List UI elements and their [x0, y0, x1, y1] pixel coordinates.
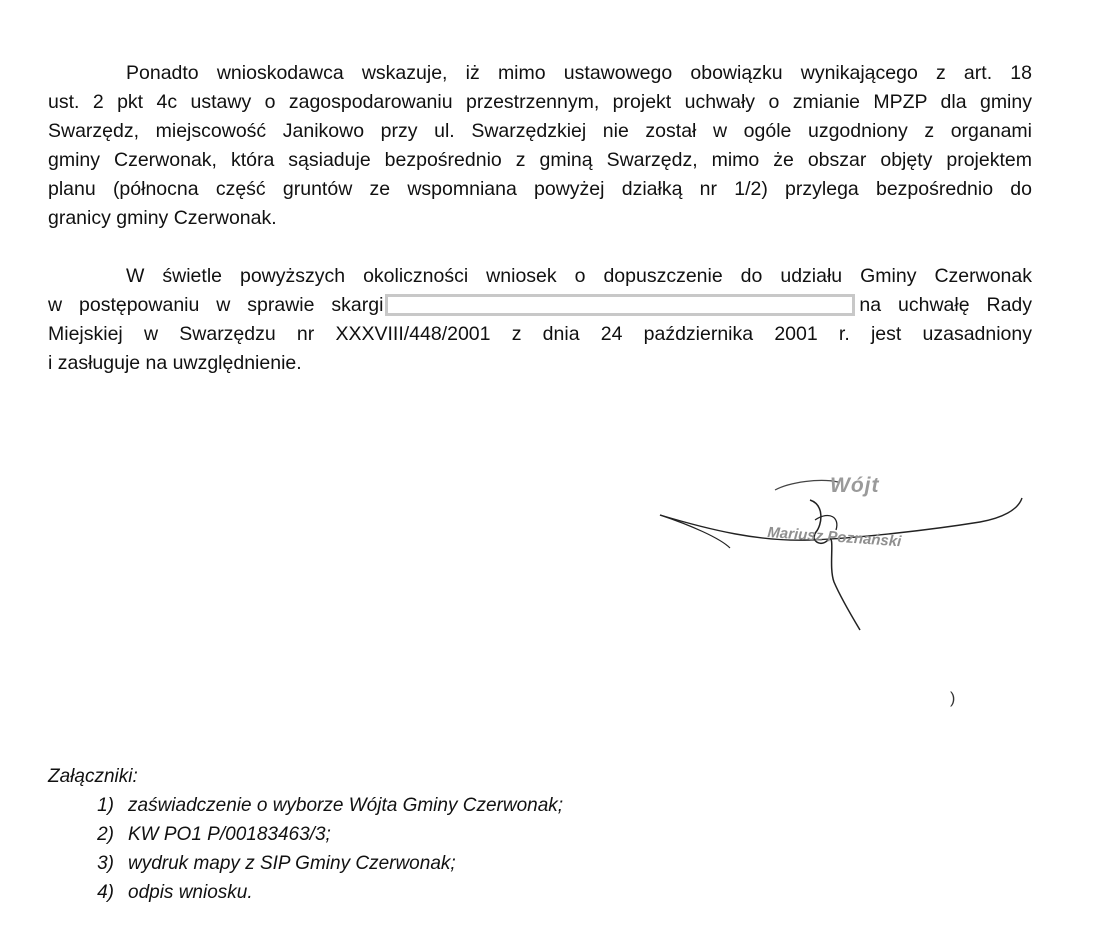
paragraph-line: i zasługuje na uwzględnienie.	[48, 352, 302, 374]
list-item	[48, 849, 563, 878]
item-text: KW PO1 P/00183463/3;	[128, 824, 331, 845]
item-number: 4)	[97, 882, 114, 903]
attachments-section	[48, 762, 563, 907]
item-number: 2)	[97, 824, 114, 845]
redaction-prefix: w postępowaniu w sprawie skargi	[48, 294, 384, 316]
paragraph-line: Miejskiej w Swarzędzu nr XXXVIII/448/2001 z dnia 24 października 2001 r. jest uzasadniony	[48, 323, 1032, 345]
redaction-suffix: na uchwałę Rady	[859, 294, 1033, 316]
item-number: 3)	[97, 853, 114, 874]
list-item	[48, 820, 563, 849]
paragraph-line: granicy gminy Czerwonak.	[48, 207, 277, 229]
list-item	[48, 878, 563, 907]
attachments-heading: Załączniki:	[48, 766, 138, 787]
attachments-list	[48, 791, 563, 907]
item-text: wydruk mapy z SIP Gminy Czerwonak;	[128, 853, 456, 874]
item-text: odpis wniosku.	[128, 882, 253, 903]
paragraph-line: Ponadto wnioskodawca wskazuje, iż mimo ustawowego obowiązku wynikającego z art. 18	[126, 62, 1032, 84]
handwritten-signature	[650, 470, 1040, 660]
paragraph-line-with-redaction	[48, 291, 1032, 320]
paragraph-line: planu (północna część gruntów ze wspomniana powyżej działką nr 1/2) przylega bezpośrednio do	[48, 178, 1032, 200]
stamp-title: Wójt	[830, 474, 880, 497]
paragraph-line: ust. 2 pkt 4c ustawy o zagospodarowaniu przestrzennym, projekt uchwały o zmianie MPZP dla gminy	[48, 91, 1032, 113]
paragraph-line: Swarzędz, miejscowość Janikowo przy ul. Swarzędzkiej nie został w ogóle uzgodniony z organami	[48, 120, 1032, 142]
paragraph-line: W świetle powyższych okoliczności wniosek o dopuszczenie do udziału Gminy Czerwonak	[126, 265, 1032, 287]
paragraph-1	[48, 59, 1032, 233]
item-text: zaświadczenie o wyborze Wójta Gminy Czerwonak;	[128, 795, 564, 816]
item-number: 1)	[97, 795, 114, 816]
paragraph-2	[48, 262, 1032, 378]
paragraph-line: gminy Czerwonak, która sąsiaduje bezpośrednio z gminą Swarzędz, mimo że obszar objęty projektem	[48, 149, 1032, 171]
list-item	[48, 791, 563, 820]
stamp-name: Mariusz Poznański	[766, 524, 902, 551]
redacted-box	[385, 294, 855, 316]
signature-stamp	[650, 470, 1040, 660]
margin-mark: )	[950, 690, 956, 707]
